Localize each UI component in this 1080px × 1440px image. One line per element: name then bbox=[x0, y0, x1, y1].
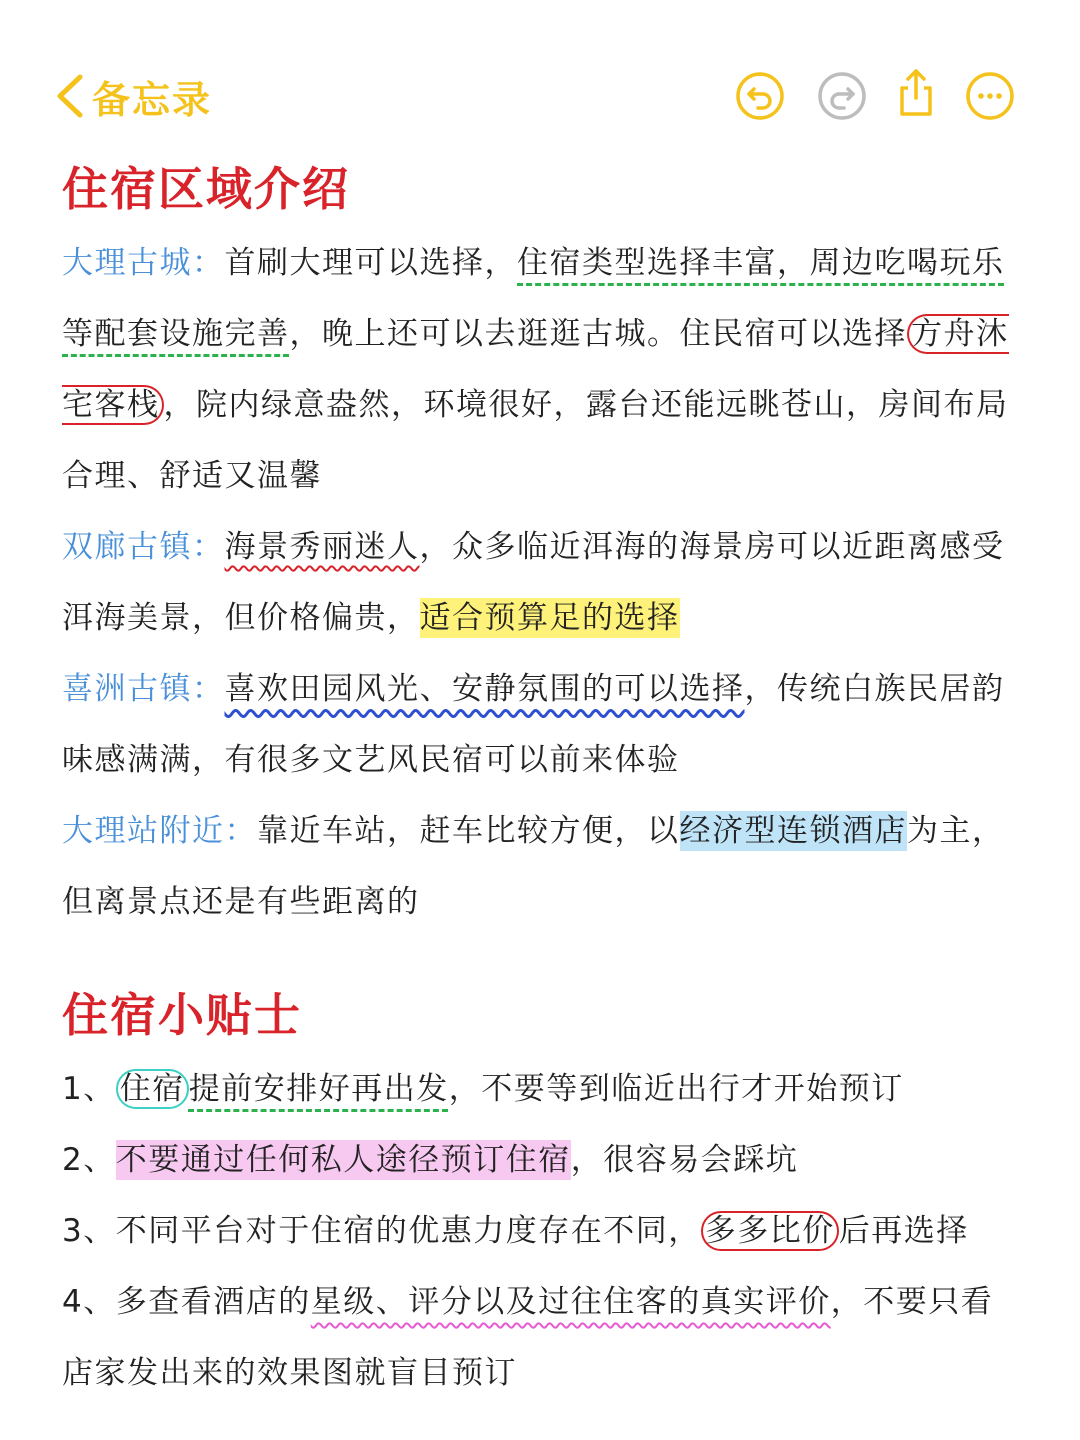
tip-number: 1、 bbox=[62, 1071, 116, 1107]
undo-icon bbox=[734, 70, 786, 122]
redo-icon bbox=[816, 70, 868, 122]
text-segment: ，很容易会踩坑 bbox=[570, 1142, 799, 1178]
text-segment: 多查看酒店的 bbox=[115, 1284, 311, 1320]
text-segment: 后再选择 bbox=[838, 1213, 969, 1249]
circled-mark: 方舟沐宅客栈 bbox=[62, 316, 1009, 423]
paragraph-xizhou bbox=[62, 654, 1022, 796]
blue-highlight-mark: 经济型连锁酒店 bbox=[679, 813, 907, 849]
text-segment: 不同平台对于住宿的优惠力度存在不同， bbox=[115, 1213, 701, 1249]
pink-highlight-mark: 不要通过任何私人途径预订住宿 bbox=[115, 1142, 571, 1178]
note-body[interactable] bbox=[62, 150, 1022, 1409]
text-segment: ，众多临近洱海的海景房可以近距离感受洱海美景，但价格偏贵， bbox=[62, 529, 1005, 636]
tip-number: 4、 bbox=[62, 1284, 116, 1320]
text-segment: 首刷大理可以选择， bbox=[224, 245, 517, 281]
wavy-underline-mark: 海景秀丽迷人 bbox=[224, 529, 420, 565]
wavy-underline-mark: 星级、评分以及过往住客的真实评价 bbox=[310, 1284, 831, 1320]
area-label: 双廊古镇： bbox=[62, 529, 225, 565]
redo-button[interactable] bbox=[816, 70, 868, 122]
dashed-underline-mark: 住宿类型选择丰富，周边吃喝玩乐等配套设施完善 bbox=[62, 245, 1005, 352]
circled-mark: 住宿 bbox=[116, 1069, 189, 1109]
text-segment: ，院内绿意盎然，环境很好，露台还能远眺苍山，房间布局合理、舒适又温馨 bbox=[62, 387, 1009, 494]
dashed-underline-mark: 提前安排好再出发 bbox=[188, 1071, 449, 1107]
section-title-accommodation-areas: 住宿区域介绍 bbox=[62, 162, 350, 216]
text-segment: ，传统白族民居韵味感满满，有很多文艺风民宿可以前来体验 bbox=[62, 671, 1005, 778]
text-segment: 靠近车站，赶车比较方便，以 bbox=[257, 813, 680, 849]
share-button[interactable] bbox=[890, 66, 942, 118]
text-segment: ，晚上还可以去逛逛古城。住民宿可以选择 bbox=[289, 316, 907, 352]
text-segment: ，不要等到临近出行才开始预订 bbox=[448, 1071, 904, 1107]
tip-item bbox=[62, 1267, 1022, 1409]
back-label: 备忘录 bbox=[92, 77, 213, 122]
area-label: 大理站附近： bbox=[62, 813, 257, 849]
yellow-highlight-mark: 适合预算足的选择 bbox=[419, 600, 680, 636]
tip-number: 3、 bbox=[62, 1213, 116, 1249]
paragraph-shuanglang bbox=[62, 512, 1022, 654]
paragraph-dali-old-town bbox=[62, 228, 1022, 512]
paragraph-dali-station bbox=[62, 796, 1022, 938]
text-segment: 为主，但离景点还是有些距离的 bbox=[62, 813, 1005, 920]
back-button[interactable] bbox=[52, 68, 212, 124]
chevron-left-icon bbox=[52, 73, 88, 119]
tip-item bbox=[62, 1125, 1022, 1196]
text-segment: ，不要只看店家发出来的效果图就盲目预订 bbox=[62, 1284, 994, 1391]
undo-button[interactable] bbox=[734, 70, 786, 122]
area-label: 大理古城： bbox=[62, 245, 225, 281]
area-label: 喜洲古镇： bbox=[62, 671, 225, 707]
wavy-underline-mark: 喜欢田园风光、安静氛围的可以选择 bbox=[224, 671, 745, 707]
more-icon bbox=[964, 70, 1016, 122]
tip-item bbox=[62, 1196, 1022, 1267]
tip-item bbox=[62, 1054, 1022, 1125]
circled-mark: 多多比价 bbox=[701, 1211, 839, 1251]
section-title-accommodation-tips: 住宿小贴士 bbox=[62, 988, 302, 1042]
share-icon bbox=[890, 66, 942, 118]
more-button[interactable] bbox=[964, 70, 1016, 122]
top-nav-bar bbox=[0, 0, 1080, 150]
tip-number: 2、 bbox=[62, 1142, 116, 1178]
